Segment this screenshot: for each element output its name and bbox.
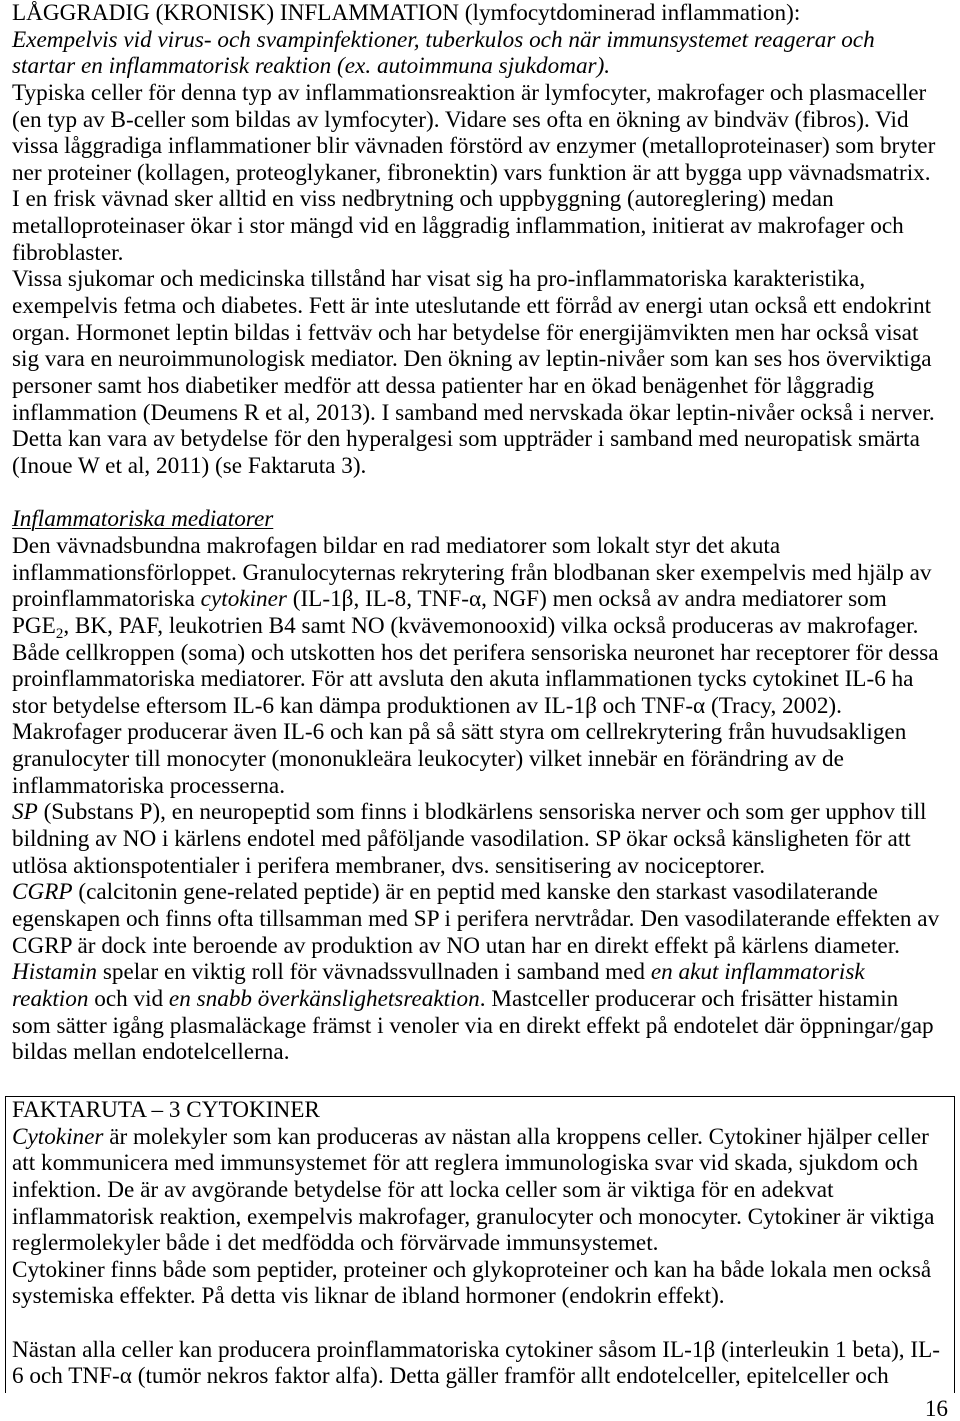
- text-run: Vissa sjukomar och medicinska tillstånd har visat sig ha pro-inflammatoriska karakteristika,: [12, 266, 866, 293]
- text-run: organ. Hormonet leptin bildas i fettväv och har betydelse för energijämvikten men har också visat: [12, 319, 919, 346]
- text-run: Detta kan vara av betydelse för den hyperalgesi som uppträder i samband med neuropatisk smärta: [12, 426, 920, 453]
- text-run: att kommunicera med immunsystemet för att reglera immunologiska svar vid skada, sjukdom och: [12, 1150, 919, 1177]
- text-run: inflammation (Deumens R et al, 2013). I samband med nervskada ökar leptin-nivåer också i nerver.: [12, 399, 935, 426]
- section-chronic-inflammation: [12, 0, 935, 480]
- text-line: [12, 1039, 939, 1066]
- italic-text: startar en inflammatorisk reaktion (ex. autoimmuna sjukdomar).: [12, 53, 611, 80]
- text-line: [12, 1337, 954, 1364]
- text-run: (Substans P), en neuropeptid som finns i blodkärlens sensoriska nerver och som ger upphov till: [37, 799, 927, 826]
- text-run: personer samt hos diabetiker medför att dessa patienter har en ökad benägenhet för låggradig: [12, 372, 875, 399]
- fact-box-paragraph: [12, 1124, 954, 1310]
- text-run: inflammatorisk reaktion, exempelvis makrofager, granulocyter och monocyter. Cytokiner är viktiga: [12, 1203, 935, 1230]
- text-line: [12, 107, 935, 134]
- text-line: [12, 266, 935, 293]
- text-run: infektion. De är av avgörande betydelse för att locka celler som är viktiga för en adekvat: [12, 1176, 834, 1203]
- text-line: [12, 213, 935, 240]
- text-line: [12, 719, 939, 746]
- text-line: [12, 959, 939, 986]
- text-run: inflammationsförloppet. Granulocyternas rekrytering från blodbanan sker exempelvis med hjälp av: [12, 559, 932, 586]
- text-line: [12, 746, 939, 773]
- text-run: (IL-1β, IL-8, TNF-α, NGF) men också av andra mediatorer som: [286, 586, 887, 613]
- italic-text: CGRP: [12, 879, 73, 906]
- text-run: , BK, PAF, leukotrien B4 samt NO (kvävemonooxid) vilka också produceras av makrofager.: [63, 612, 919, 639]
- text-line: [12, 160, 935, 187]
- text-line: [12, 133, 935, 160]
- text-line: [12, 853, 939, 880]
- text-line: [12, 1283, 954, 1310]
- text-run: Cytokiner finns både som peptider, proteiner och glykoproteiner och kan ha både lokala men också: [12, 1256, 932, 1283]
- text-run: (calcitonin gene-related peptide) är en peptid med kanske den starkast vasodilaterande: [72, 879, 878, 906]
- section-body: [12, 27, 935, 480]
- text-line: [12, 426, 935, 453]
- text-run: . Mastceller producerar och frisätter histamin: [479, 985, 899, 1012]
- section-heading-line: [12, 506, 939, 533]
- text-run: bildning av NO i kärlens endotel med påföljande vasodilation. SP ökar också känsligheten för att: [12, 826, 911, 853]
- fact-box-title: FAKTARUTA – 3 CYTOKINER: [12, 1097, 320, 1123]
- italic-text: SP: [12, 799, 38, 826]
- text-line: [12, 1230, 954, 1257]
- text-line: [12, 986, 939, 1013]
- text-run: proinflammatoriska: [12, 586, 201, 613]
- italic-text: reaktion: [12, 985, 89, 1012]
- text-run: reglermolekyler både i det medfödda och förvärvade immunsystemet.: [12, 1230, 659, 1257]
- text-line: [12, 1363, 954, 1390]
- section-inflammatory-mediators: [12, 506, 939, 1065]
- text-run: stor betydelse eftersom IL-6 kan dämpa produktionen av IL-1β och TNF-α (Tracy, 2002).: [12, 692, 842, 719]
- text-run: proinflammatoriska mediatorer. För att avsluta den akuta inflammationen tycks cytokinet IL-6 ha: [12, 666, 914, 693]
- text-run: 6 och TNF-α (tumör nekros faktor alfa). Detta gäller framför allt endotelceller, epitelceller och: [12, 1363, 889, 1390]
- text-line: [12, 53, 935, 80]
- text-line: [12, 240, 935, 267]
- text-run: sig vara en neuroimmunologisk mediator. Den ökning av leptin-nivåer som kan ses hos överviktiga: [12, 346, 932, 373]
- text-line: [12, 906, 939, 933]
- text-run: I en frisk vävnad sker alltid en viss nedbrytning och uppbyggning (autoreglering) medan: [12, 186, 834, 213]
- text-line: [12, 666, 939, 693]
- text-run: utlösa aktionspotentialer i perifera membraner, dvs. sensitisering av nociceptorer.: [12, 852, 766, 879]
- text-line: [12, 186, 935, 213]
- text-line: [12, 1177, 954, 1204]
- text-run: Nästan alla celler kan producera proinflammatoriska cytokiner såsom IL-1β (interleukin 1 beta), IL-: [12, 1336, 940, 1363]
- text-line: [12, 400, 935, 427]
- text-line: [12, 640, 939, 667]
- text-line: [12, 879, 939, 906]
- text-run: PGE: [12, 612, 56, 639]
- text-run: spelar en viktig roll för vävnadssvullnaden i samband med: [97, 959, 651, 986]
- page-number: 16: [924, 1396, 948, 1421]
- italic-text: Histamin: [12, 959, 98, 986]
- text-line: [12, 453, 935, 480]
- text-run: exempelvis fetma och diabetes. Fett är inte uteslutande ett förråd av energi utan också ett endokrint: [12, 293, 932, 320]
- text-line: [12, 346, 935, 373]
- italic-text: Exempelvis vid virus- och svampinfektioner, tuberkulos och när immunsystemet reagerar och: [12, 26, 875, 53]
- text-run: vissa låggradiga inflammationer blir vävnaden förstörd av enzymer (metalloproteinaser) som bryter: [12, 133, 936, 160]
- text-line: [12, 1204, 954, 1231]
- text-line: [12, 1013, 939, 1040]
- text-run: och vid: [88, 985, 169, 1012]
- section-body: [12, 533, 939, 1066]
- text-line: [12, 533, 939, 560]
- text-line: [12, 293, 935, 320]
- text-line: [12, 1150, 954, 1177]
- text-run: bildas mellan endotelcellerna.: [12, 1039, 290, 1066]
- text-run: ner proteiner (kollagen, proteoglykaner, fibronektin) vars funktion är att bygga upp vävnadsmatrix.: [12, 159, 931, 186]
- text-run: CGRP är dock inte beroende av produktion av NO utan har en direkt effekt på kärlens diameter.: [12, 932, 900, 959]
- text-line: [12, 1257, 954, 1284]
- text-line: [12, 373, 935, 400]
- text-run: inflammatoriska processerna.: [12, 772, 285, 799]
- text-run: Typiska celler för denna typ av inflammationsreaktion är lymfocyter, makrofager och plasmaceller: [12, 79, 927, 106]
- text-line: [12, 27, 935, 54]
- section-heading: Inflammatoriska mediatorer: [12, 506, 274, 533]
- text-run: (Inoue W et al, 2011) (se Faktaruta 3).: [12, 452, 367, 479]
- text-line: [12, 799, 939, 826]
- section-heading: LÅGGRADIG (KRONISK) INFLAMMATION (lymfocytdominerad inflammation):: [12, 0, 801, 26]
- text-run: granulocyter till monocyter (mononukleära leukocyter) vilket innebär en förändring av de: [12, 746, 844, 773]
- text-run: (en typ av B-celler som bildas av lymfocyter). Vidare ses ofta en ökning av bindväv (fibros). Vid: [12, 106, 909, 133]
- subscript-text: 2: [55, 625, 64, 642]
- text-line: [12, 320, 935, 347]
- text-run: som sätter igång plasmaläckage främst i venoler via en direkt effekt på endotelet där öppningar/gap: [12, 1012, 934, 1039]
- text-line: [12, 1124, 954, 1151]
- text-line: [12, 586, 939, 613]
- text-line: [12, 826, 939, 853]
- text-line: [12, 613, 939, 640]
- fact-box: [5, 1096, 955, 1393]
- text-run: Både cellkroppen (soma) och utskotten hos det perifera sensoriska neuronet har receptorer för dessa: [12, 639, 939, 666]
- text-line: [12, 80, 935, 107]
- italic-text: cytokiner: [200, 586, 287, 613]
- italic-text: en akut inflammatorisk: [650, 959, 865, 986]
- text-run: Den vävnadsbundna makrofagen bildar en rad mediatorer som lokalt styr det akuta: [12, 532, 781, 559]
- text-run: är molekyler som kan produceras av nästan alla kroppens celler. Cytokiner hjälper celler: [103, 1123, 929, 1150]
- text-line: [12, 773, 939, 800]
- text-line: [12, 560, 939, 587]
- text-line: [12, 693, 939, 720]
- text-run: Makrofager producerar även IL-6 och kan på så sätt styra om cellrekrytering från huvudsakligen: [12, 719, 907, 746]
- text-run: fibroblaster.: [12, 239, 124, 266]
- text-run: systemiska effekter. På detta vis liknar de ibland hormoner (endokrin effekt).: [12, 1283, 725, 1310]
- italic-text: en snabb överkänslighetsreaktion: [168, 985, 480, 1012]
- text-run: metalloproteinaser ökar i stor mängd vid en låggradig inflammation, initierat av makrofager och: [12, 213, 904, 240]
- italic-text: Cytokiner: [12, 1123, 104, 1150]
- fact-box-paragraph: [12, 1337, 954, 1390]
- text-run: egenskapen och finns ofta tillsamman med SP i perifera nervtrådar. Den vasodilaterande effekten av: [12, 905, 940, 932]
- text-line: [12, 933, 939, 960]
